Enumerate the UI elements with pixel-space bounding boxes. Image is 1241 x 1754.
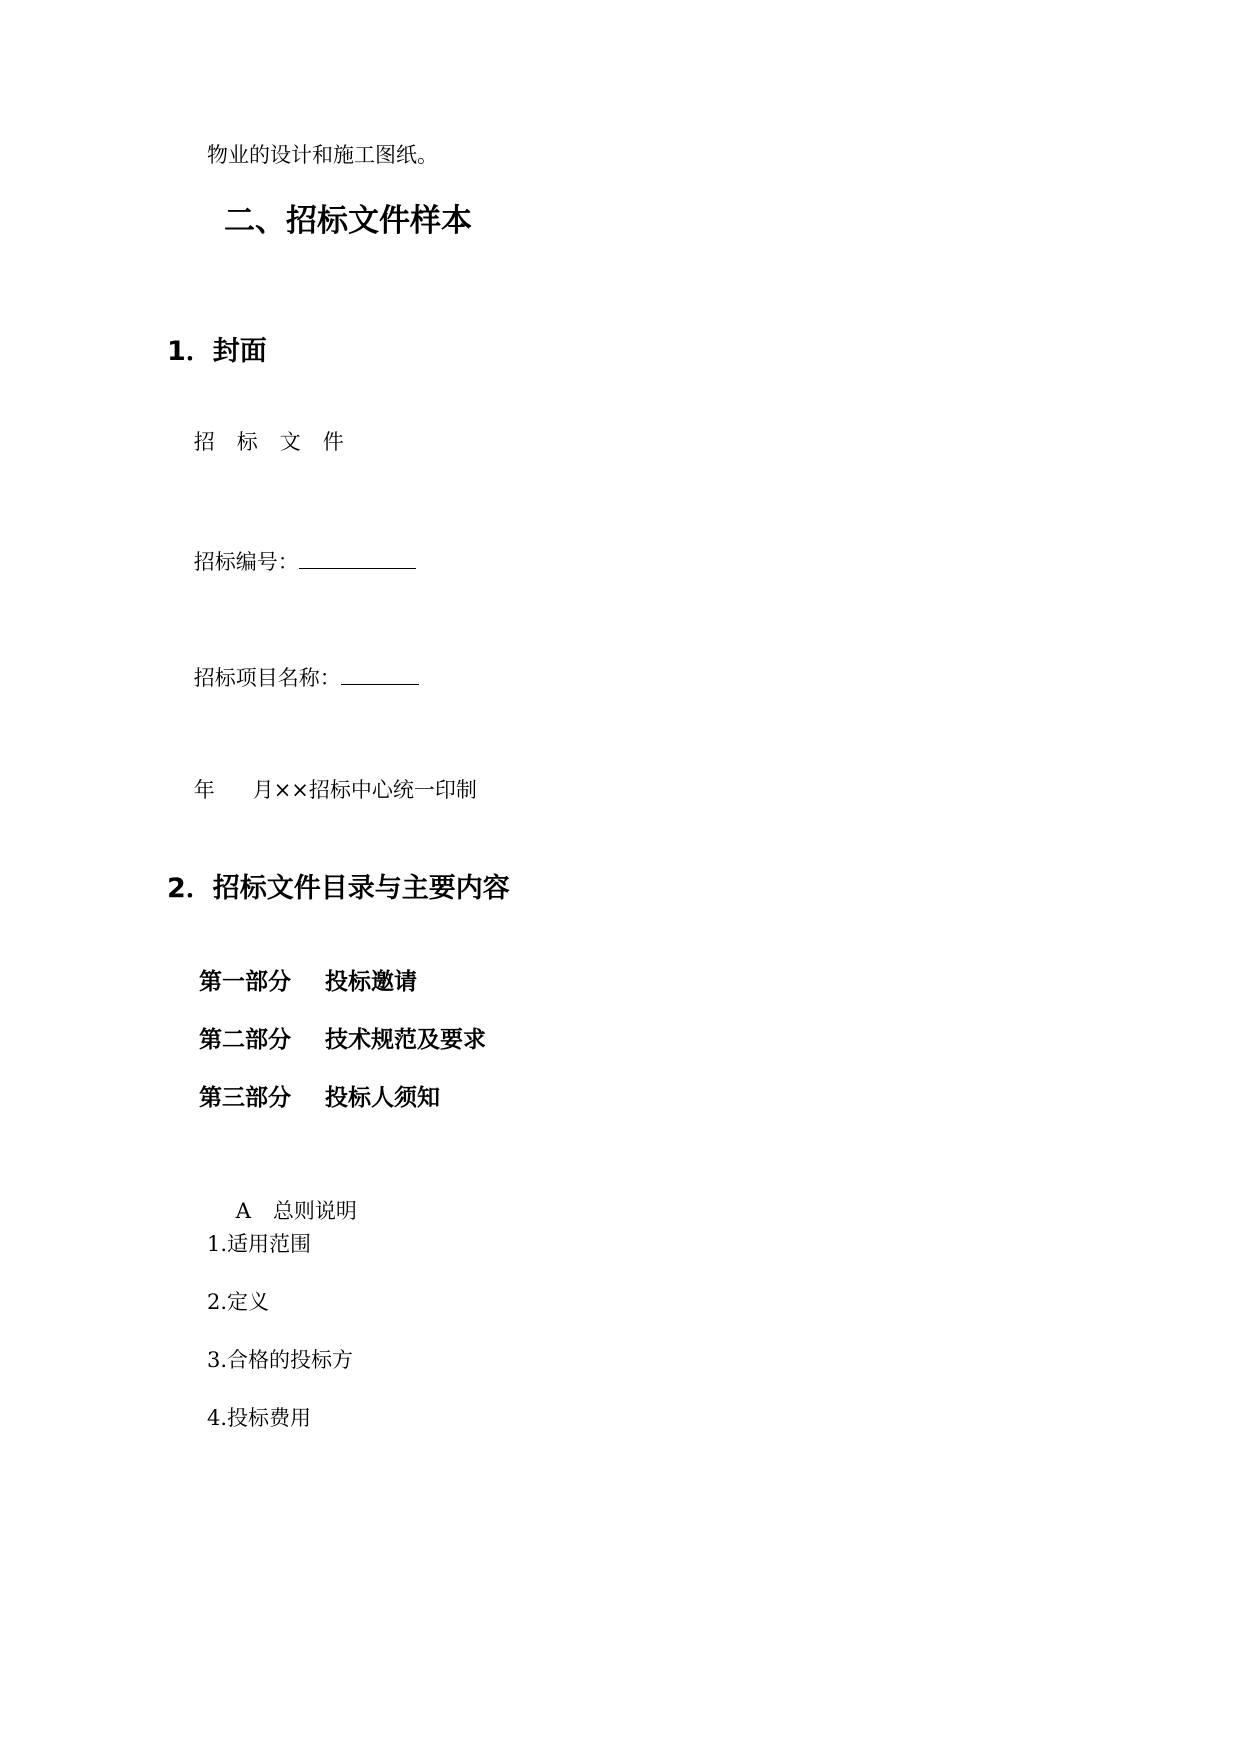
toc-heading: 2．招标文件目录与主要内容 (167, 873, 510, 904)
intro-tail-text: 物业的设计和施工图纸。 (207, 143, 438, 167)
bid-number-label: 招标编号： (193, 550, 299, 575)
project-name-label: 招标项目名称： (193, 666, 341, 691)
toc-list-item: 2.定义 (207, 1290, 270, 1314)
bid-number-field (167, 521, 416, 601)
toc-part-title: 投标人须知 (325, 1084, 441, 1111)
toc-part-number: 第二部分 (199, 1026, 292, 1053)
cover-title-char: 件 (322, 430, 344, 455)
print-date-line (167, 753, 477, 829)
cover-title-char: 招 (193, 430, 215, 455)
toc-list-item: 1.适用范围 (207, 1232, 312, 1256)
cover-title-char: 文 (279, 430, 301, 455)
toc-part-number: 第一部分 (199, 968, 292, 995)
section-title: 二、招标文件样本 (224, 203, 472, 239)
toc-part-title: 投标邀请 (325, 968, 418, 995)
print-date-rest: 月××招标中心统一印制 (252, 778, 477, 803)
toc-part-number: 第三部分 (199, 1084, 292, 1111)
subsection-title: 总则说明 (272, 1199, 357, 1224)
toc-list-item: 3.合格的投标方 (207, 1348, 354, 1372)
subsection-letter: A (235, 1199, 251, 1224)
toc-part-title: 技术规范及要求 (325, 1026, 487, 1053)
project-name-blank-line (341, 662, 419, 685)
bid-number-blank-line (299, 546, 416, 569)
toc-list-item: 4.投标费用 (207, 1406, 312, 1430)
cover-heading: 1．封面 (167, 336, 267, 367)
project-name-field (167, 637, 419, 717)
cover-doc-title (167, 405, 366, 481)
print-date-year: 年 (193, 778, 215, 803)
cover-title-char: 标 (236, 430, 258, 455)
toc-part-row (167, 1057, 440, 1140)
